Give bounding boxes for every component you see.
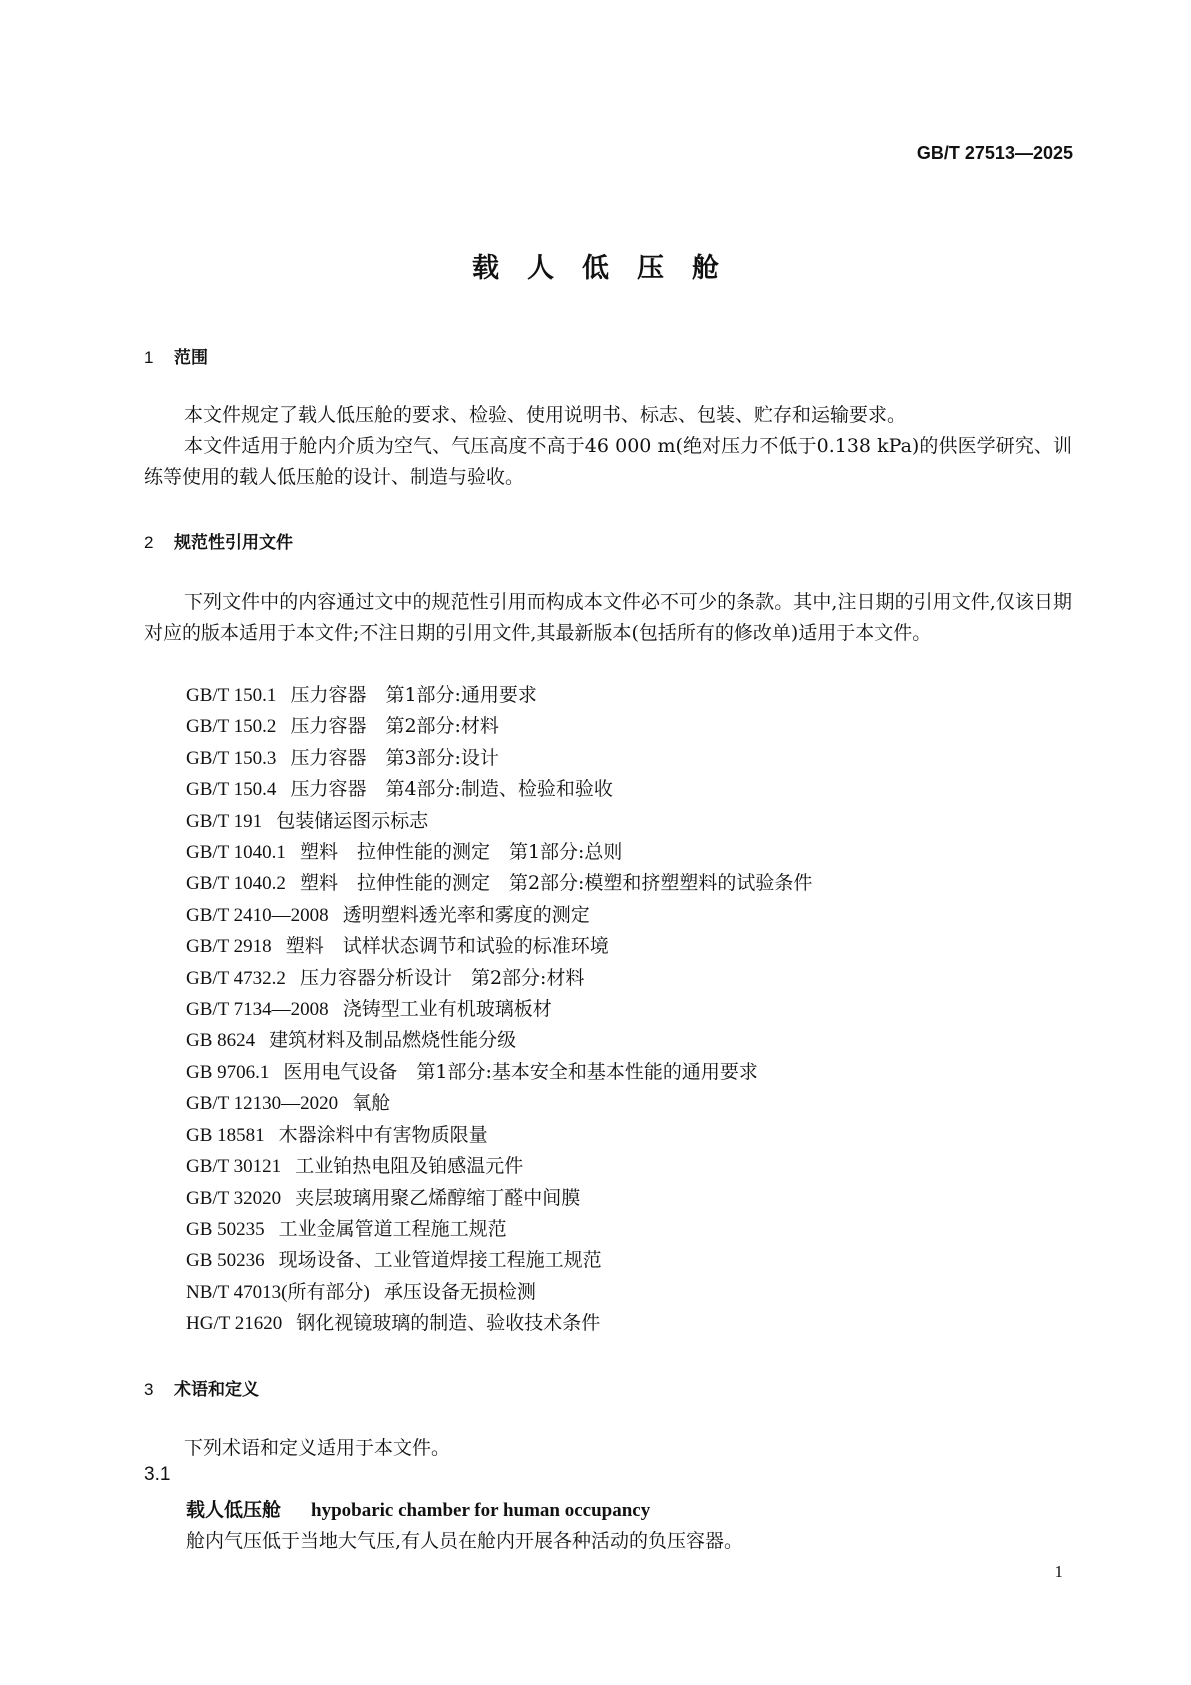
reference-code: GB/T 150.2: [186, 716, 277, 738]
reference-item: [186, 1057, 812, 1088]
scope-paragraph-1: 本文件规定了载人低压舱的要求、检验、使用说明书、标志、包装、贮存和运输要求。: [184, 404, 907, 426]
reference-code: GB/T 30121: [186, 1156, 282, 1178]
reference-item: [186, 711, 812, 742]
reference-code: GB 50235: [186, 1218, 265, 1240]
term-number: 3.1: [144, 1464, 171, 1485]
reference-code: GB/T 32020: [186, 1187, 282, 1209]
reference-item: [186, 1183, 812, 1214]
term-chinese: 载人低压舱: [186, 1499, 282, 1521]
reference-code: GB/T 7134—2008: [186, 999, 329, 1021]
reference-code: GB/T 150.4: [186, 779, 277, 801]
reference-item: [186, 994, 812, 1025]
section-heading-scope: [144, 343, 208, 368]
reference-title: 透明塑料透光率和雾度的测定: [342, 903, 590, 926]
reference-item: [186, 868, 812, 899]
reference-title: 木器涂料中有害物质限量: [278, 1123, 488, 1146]
reference-title: 压力容器 第3部分:设计: [290, 746, 499, 769]
term-english: hypobaric chamber for human occupancy: [311, 1500, 651, 1521]
reference-code: GB/T 2410—2008: [186, 904, 329, 926]
scope-paragraph-2: 本文件适用于舱内介质为空气、气压高度不高于46 000 m(绝对压力不低于0.138 kPa)的供医学研究、训练等使用的载人低压舱的设计、制造与验收。: [144, 435, 1072, 488]
reference-item: [186, 963, 812, 994]
reference-code: GB 9706.1: [186, 1061, 270, 1083]
reference-code: GB 50236: [186, 1250, 265, 1272]
reference-item: [186, 1025, 812, 1056]
reference-code: GB/T 12130—2020: [186, 1093, 339, 1115]
reference-title: 现场设备、工业管道焊接工程施工规范: [278, 1249, 602, 1272]
reference-list: [186, 680, 812, 1340]
reference-item: [186, 680, 812, 711]
section-title: 规范性引用文件: [174, 533, 293, 553]
reference-code: GB/T 150.3: [186, 747, 277, 769]
reference-title: 压力容器 第2部分:材料: [290, 715, 499, 738]
reference-code: GB/T 150.1: [186, 685, 277, 706]
reference-title: 医用电气设备 第1部分:基本安全和基本性能的通用要求: [283, 1060, 758, 1083]
reference-item: [186, 1088, 812, 1119]
reference-code: GB/T 1040.1: [186, 842, 286, 864]
reference-title: 塑料 拉伸性能的测定 第2部分:模塑和挤塑塑料的试验条件: [299, 872, 813, 895]
reference-code: GB/T 191: [186, 810, 263, 832]
reference-code: NB/T 47013(所有部分): [186, 1281, 370, 1303]
section-number: 2: [144, 533, 154, 552]
reference-code: HG/T 21620: [186, 1313, 283, 1335]
page-number: 1: [1054, 1562, 1063, 1581]
reference-item: [186, 1151, 812, 1182]
reference-item: [186, 743, 812, 774]
reference-title: 建筑材料及制品燃烧性能分级: [269, 1029, 517, 1052]
reference-title: 氧舱: [352, 1092, 391, 1115]
reference-title: 工业铂热电阻及铂感温元件: [295, 1155, 524, 1178]
reference-title: 承压设备无损检测: [383, 1280, 536, 1303]
reference-item: [186, 1120, 812, 1151]
reference-title: 包装储运图示标志: [276, 809, 429, 832]
reference-code: GB 18581: [186, 1124, 265, 1146]
reference-code: GB/T 4732.2: [186, 967, 286, 989]
term-definition: 舱内气压低于当地大气压,有人员在舱内开展各种活动的负压容器。: [186, 1530, 744, 1552]
reference-item: [186, 774, 812, 805]
section-title: 术语和定义: [174, 1380, 259, 1400]
reference-code: GB 8624: [186, 1030, 256, 1052]
reference-item: [186, 806, 812, 837]
reference-title: 压力容器 第4部分:制造、检验和验收: [290, 778, 613, 801]
standard-number: GB/T 27513—2025: [916, 143, 1073, 163]
section-number: 1: [144, 348, 154, 367]
reference-title: 工业金属管道工程施工规范: [278, 1217, 507, 1240]
term-entry: [186, 1495, 650, 1522]
reference-item: [186, 1245, 812, 1276]
reference-title: 压力容器 第1部分:通用要求: [290, 684, 537, 706]
section-heading-normative-references: [144, 528, 293, 553]
terms-intro: 下列术语和定义适用于本文件。: [184, 1437, 451, 1459]
reference-item: [186, 1277, 812, 1308]
reference-title: 压力容器分析设计 第2部分:材料: [299, 966, 585, 989]
reference-title: 塑料 试样状态调节和试验的标准环境: [285, 935, 609, 958]
section-number: 3: [144, 1380, 154, 1399]
reference-title: 浇铸型工业有机玻璃板材: [342, 998, 552, 1021]
section-heading-terms: [144, 1375, 259, 1400]
reference-title: 夹层玻璃用聚乙烯醇缩丁醛中间膜: [295, 1186, 581, 1209]
reference-code: GB/T 2918: [186, 936, 272, 958]
reference-item: [186, 900, 812, 931]
reference-item: [186, 1214, 812, 1245]
reference-item: [186, 1308, 812, 1339]
section-title: 范围: [174, 348, 208, 368]
reference-code: GB/T 1040.2: [186, 873, 286, 895]
reference-title: 塑料 拉伸性能的测定 第1部分:总则: [299, 841, 623, 864]
document-title: 载人低压舱: [472, 253, 747, 284]
references-intro: 下列文件中的内容通过文中的规范性引用而构成本文件必不可少的条款。其中,注日期的引用文件,仅该日期对应的版本适用于本文件;不注日期的引用文件,其最新版本(包括所有的修改单)适用于本文件。: [144, 591, 1072, 644]
reference-item: [186, 837, 812, 868]
reference-item: [186, 931, 812, 962]
reference-title: 钢化视镜玻璃的制造、验收技术条件: [296, 1312, 601, 1335]
